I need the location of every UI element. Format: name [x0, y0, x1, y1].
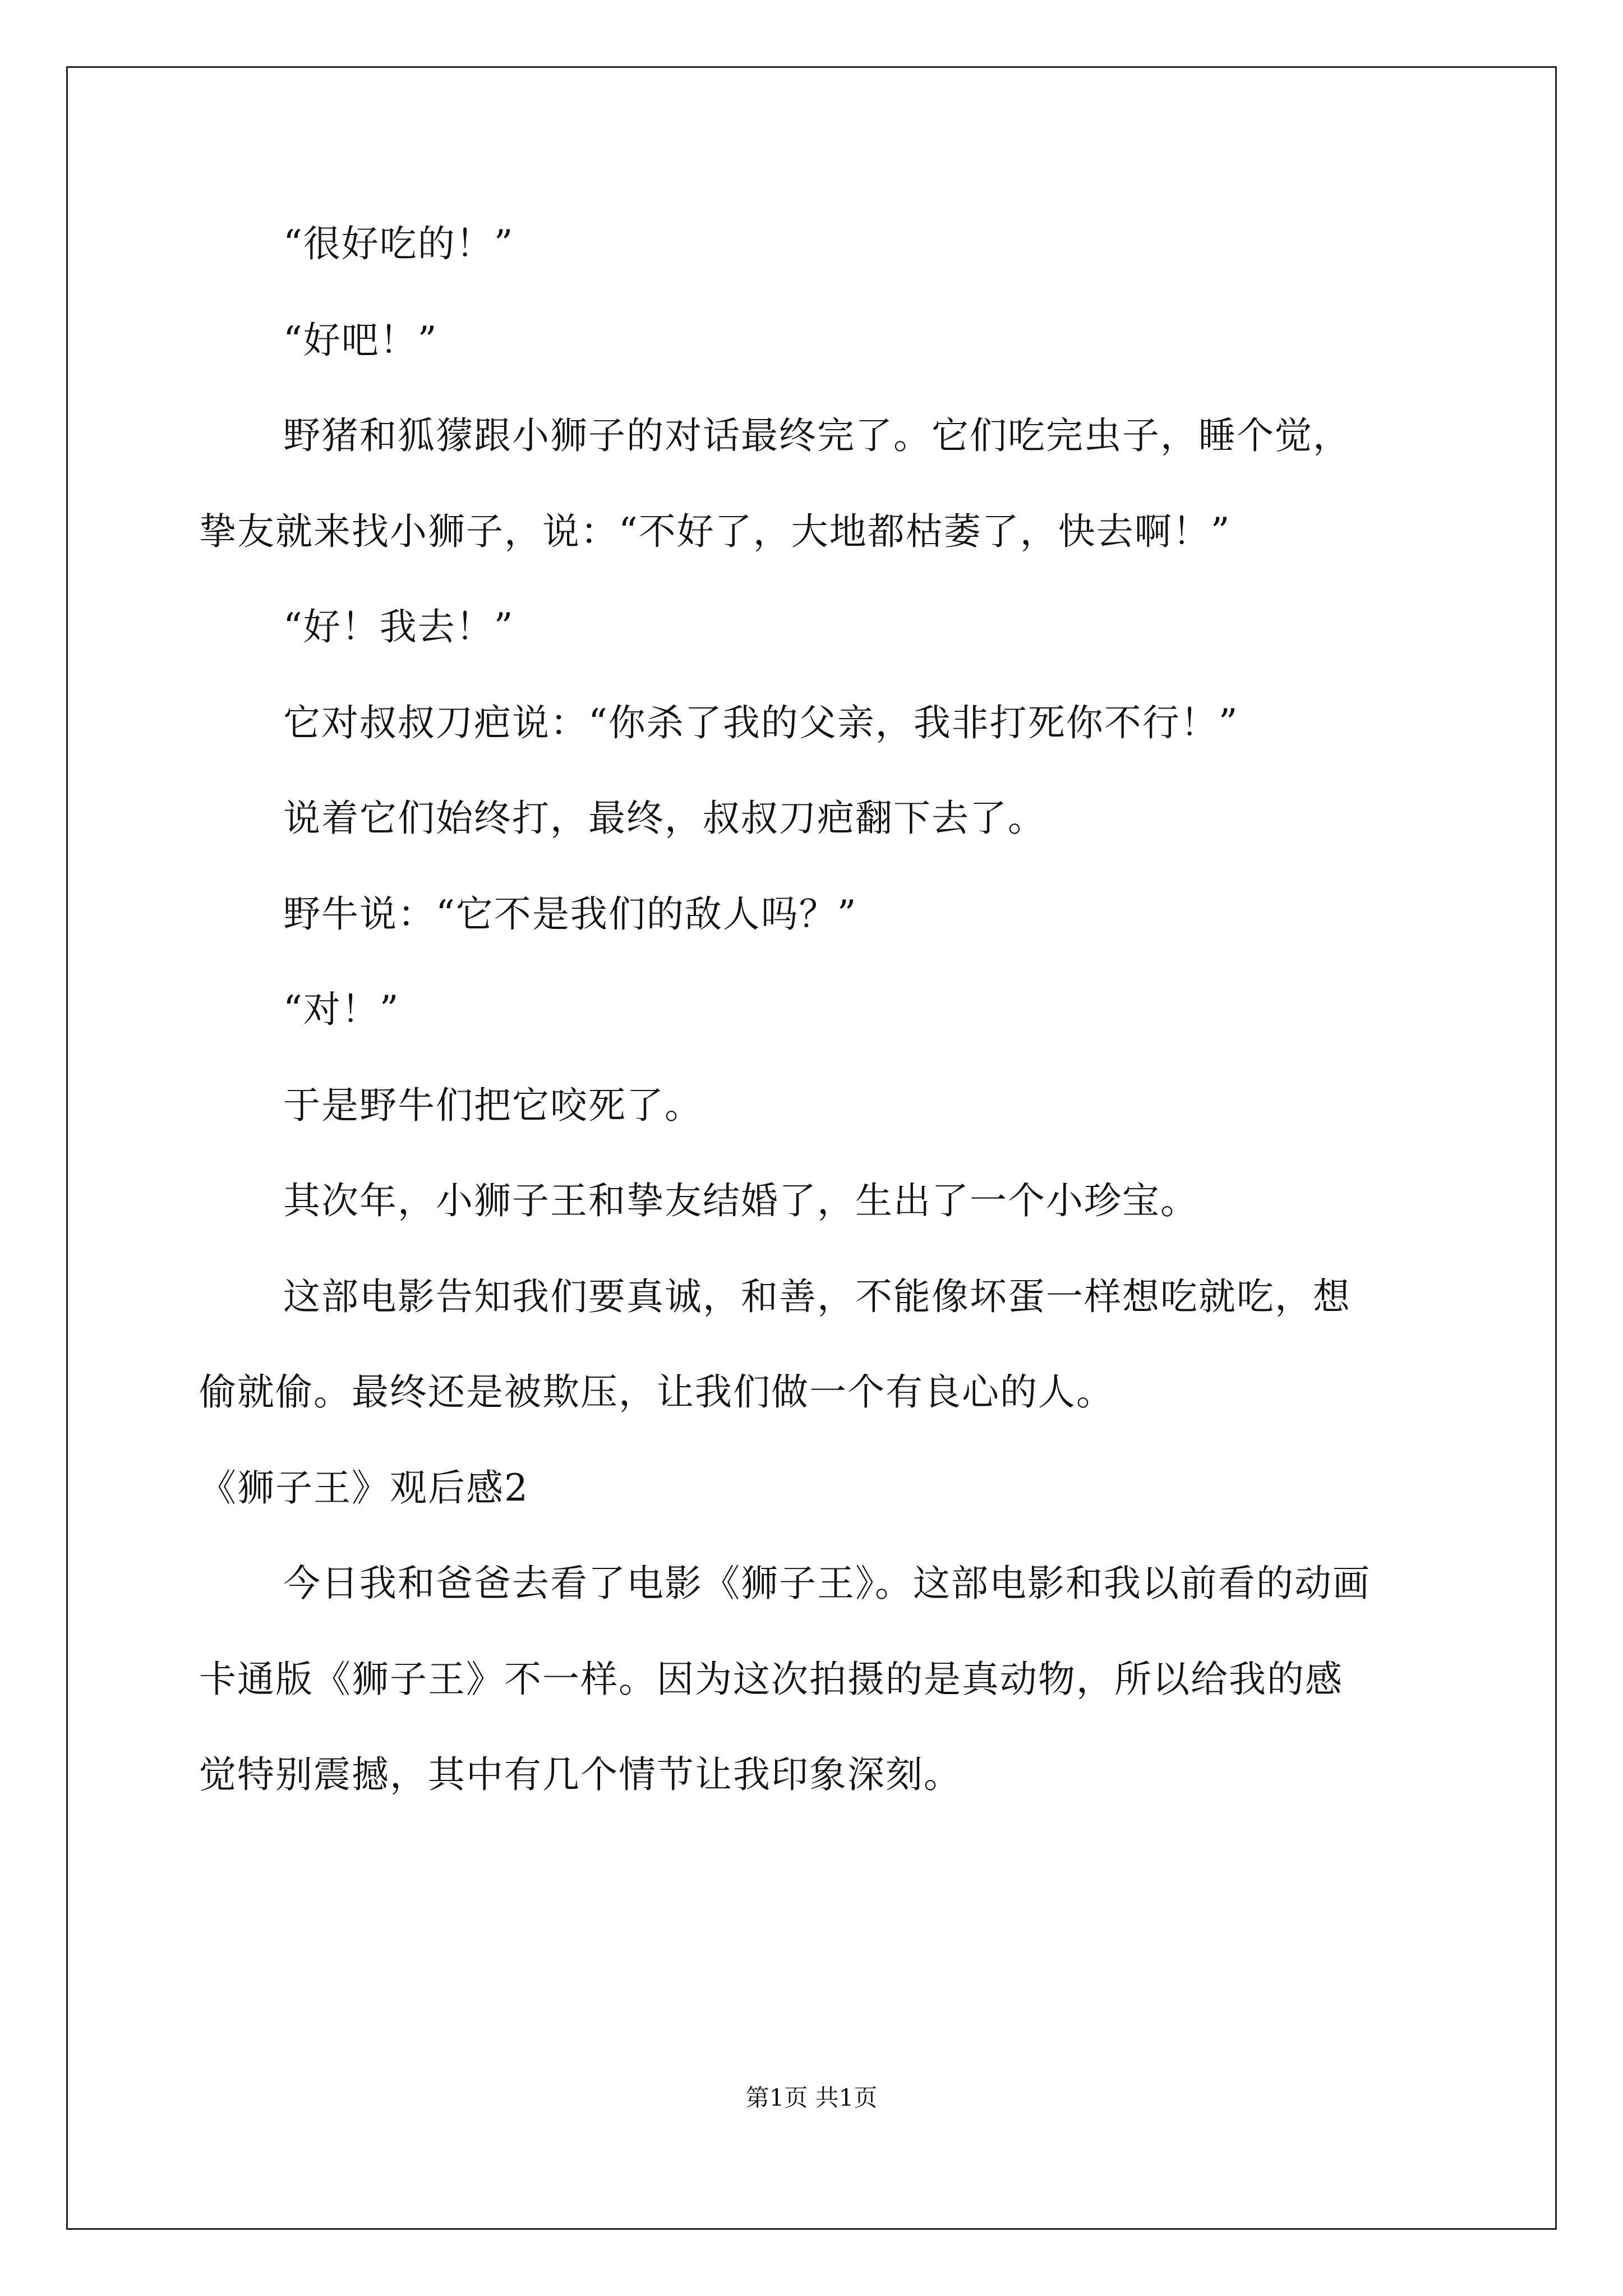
paragraph-line: “好吧！” — [283, 319, 438, 362]
paragraph-line: 偷就偷。最终还是被欺压，让我们做一个有良心的人。 — [199, 1370, 1114, 1414]
paragraph-line: 觉特别震撼，其中有几个情节让我印象深刻。 — [199, 1753, 962, 1796]
paragraph-line: 于是野牛们把它咬死了。 — [283, 1084, 703, 1127]
paragraph-line: 它对叔叔刀疤说：“你杀了我的父亲，我非打死你不行！” — [283, 701, 1239, 744]
paragraph-line: 其次年，小狮子王和挚友结婚了，生出了一个小珍宝。 — [283, 1179, 1198, 1222]
paragraph-line: 野牛说：“它不是我们的敌人吗？” — [283, 892, 857, 936]
section-heading: 《狮子王》观后感2 — [199, 1466, 529, 1510]
paragraph-line: “好！我去！” — [283, 605, 514, 648]
paragraph-line: 这部电影告知我们要真诚，和善，不能像坏蛋一样想吃就吃，想 — [283, 1275, 1351, 1318]
paragraph-line: 今日我和爸爸去看了电影《狮子王》。这部电影和我以前看的动画 — [283, 1562, 1371, 1605]
paragraph-line: 挚友就来找小狮子，说：“不好了，大地都枯萎了，快去啊！” — [199, 510, 1231, 553]
paragraph-line: “很好吃的！” — [283, 222, 514, 265]
paragraph-line: 野猪和狐獴跟小狮子的对话最终完了。它们吃完虫子，睡个觉， — [283, 414, 1351, 457]
paragraph-line: 说着它们始终打，最终，叔叔刀疤翻下去了。 — [283, 797, 1046, 840]
page-border — [66, 66, 1557, 2230]
page-footer: 第1页 共1页 — [745, 2084, 878, 2111]
paragraph-line: 卡通版《狮子王》不一样。因为这次拍摄的是真动物，所以给我的感 — [199, 1658, 1343, 1701]
paragraph-line: “对！” — [283, 988, 400, 1031]
